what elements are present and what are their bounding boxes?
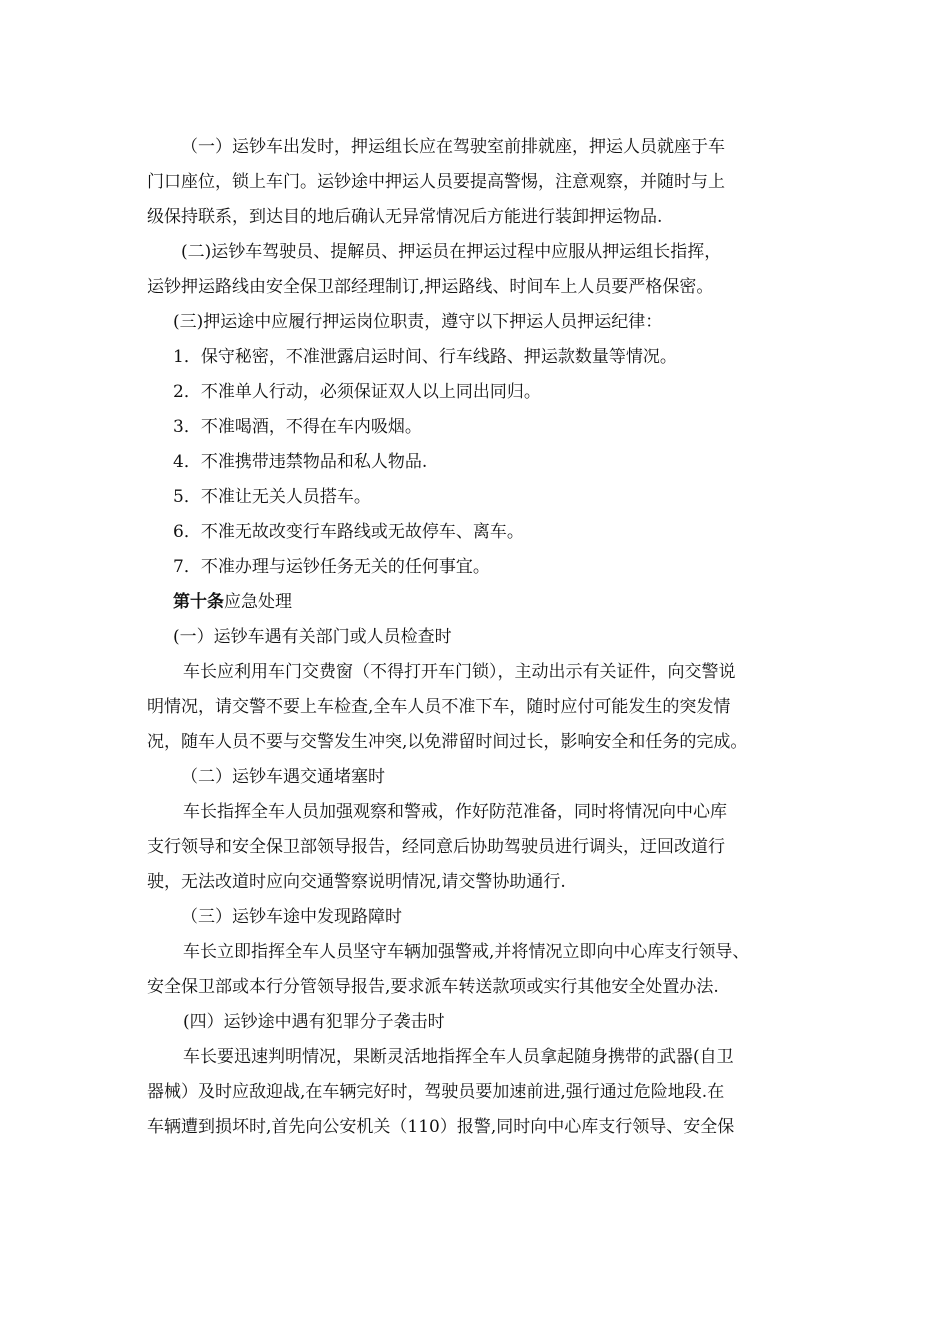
text-line: [147, 515, 807, 550]
text-line: [147, 900, 807, 935]
text-line: [147, 830, 807, 865]
line-text: 车长立即指挥全车人员坚守车辆加强警戒,并将情况立即向中心库支行领导、: [183, 942, 750, 962]
text-line: [147, 410, 807, 445]
text-line: [147, 445, 807, 480]
text-line: [147, 235, 807, 270]
text-line: [147, 655, 807, 690]
line-text: 门口座位，锁上车门。运钞途中押运人员要提高警惕，注意观察，并随时与上: [147, 172, 725, 192]
text-line: [147, 305, 807, 340]
line-text: 车辆遭到损坏时,首先向公安机关（110）报警,同时向中心库支行领导、安全保: [147, 1117, 735, 1137]
text-line: [147, 760, 807, 795]
line-text: 7．不准办理与运钞任务无关的任何事宜。: [173, 557, 490, 577]
line-text: 况，随车人员不要与交警发生冲突,以免滞留时间过长，影响安全和任务的完成。: [147, 732, 748, 752]
line-text: 支行领导和安全保卫部领导报告，经同意后协助驾驶员进行调头，迂回改道行: [147, 837, 725, 857]
line-text: 6．不准无故改变行车路线或无故停车、离车。: [173, 522, 524, 542]
text-line: [147, 865, 807, 900]
line-text: (一）运钞车遇有关部门或人员检查时: [173, 627, 452, 647]
line-text: (三)押运途中应履行押运岗位职责，遵守以下押运人员押运纪律：: [173, 312, 663, 332]
text-line: [147, 550, 807, 585]
text-line: [147, 725, 807, 760]
text-line: [147, 270, 807, 305]
text-line: [147, 480, 807, 515]
article-heading: 第十条: [173, 592, 224, 612]
line-text: （三）运钞车途中发现路障时: [181, 907, 402, 927]
text-line: [147, 690, 807, 725]
text-line: [147, 1005, 807, 1040]
line-text: 1．保守秘密，不准泄露启运时间、行车线路、押运款数量等情况。: [173, 347, 677, 367]
line-text: (二)运钞车驾驶员、提解员、押运员在押运过程中应服从押运组长指挥，: [181, 242, 722, 262]
text-line: [147, 1040, 807, 1075]
document-body: [147, 130, 807, 1145]
text-line: [147, 1110, 807, 1145]
text-line: [147, 340, 807, 375]
line-text: 级保持联系，到达目的地后确认无异常情况后方能进行装卸押运物品.: [147, 207, 663, 227]
line-text: 车长指挥全车人员加强观察和警戒，作好防范准备，同时将情况向中心库: [183, 802, 727, 822]
line-text: 车长应利用车门交费窗（不得打开车门锁），主动出示有关证件，向交警说: [183, 662, 736, 682]
text-line: [147, 935, 807, 970]
text-line: [147, 585, 807, 620]
line-text: 车长要迅速判明情况，果断灵活地指挥全车人员拿起随身携带的武器(自卫: [183, 1047, 734, 1067]
line-text: 驶，无法改道时应向交通警察说明情况,请交警协助通行.: [147, 872, 566, 892]
line-text: 安全保卫部或本行分管领导报告,要求派车转送款项或实行其他安全处置办法.: [147, 977, 719, 997]
line-text: 应急处理: [224, 592, 292, 612]
text-line: [147, 970, 807, 1005]
text-line: [147, 200, 807, 235]
line-text: 明情况，请交警不要上车检查,全车人员不准下车，随时应付可能发生的突发情: [147, 697, 731, 717]
line-text: （二）运钞车遇交通堵塞时: [181, 767, 385, 787]
text-line: [147, 1075, 807, 1110]
line-text: 器械）及时应敌迎战,在车辆完好时，驾驶员要加速前进,强行通过危险地段.在: [147, 1082, 725, 1102]
line-text: 2．不准单人行动，必须保证双人以上同出同归。: [173, 382, 541, 402]
text-line: [147, 375, 807, 410]
line-text: （一）运钞车出发时，押运组长应在驾驶室前排就座，押运人员就座于车: [181, 137, 725, 157]
text-line: [147, 620, 807, 655]
line-text: 3．不准喝酒，不得在车内吸烟。: [173, 417, 422, 437]
line-text: 4．不准携带违禁物品和私人物品.: [173, 452, 428, 472]
line-text: 5．不准让无关人员搭车。: [173, 487, 371, 507]
line-text: (四）运钞途中遇有犯罪分子袭击时: [183, 1012, 445, 1032]
text-line: [147, 165, 807, 200]
text-line: [147, 130, 807, 165]
line-text: 运钞押运路线由安全保卫部经理制订,押运路线、时间车上人员要严格保密。: [147, 277, 714, 297]
text-line: [147, 795, 807, 830]
